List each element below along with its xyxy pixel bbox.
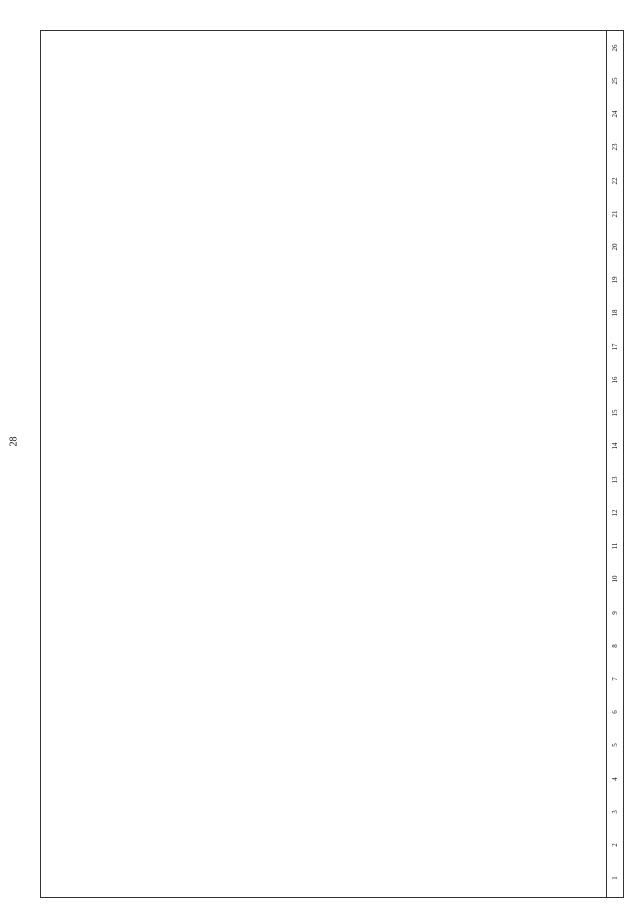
column-number: 22 [611, 177, 619, 185]
column-number: 1 [611, 876, 619, 881]
column-number: 19 [611, 276, 619, 284]
column-number: 25 [611, 77, 619, 85]
column-number: 23 [611, 143, 619, 151]
column-number: 3 [611, 810, 619, 814]
column-number: 12 [611, 509, 619, 517]
column-number: 8 [611, 644, 619, 648]
column-number: 26 [611, 44, 619, 52]
data-table [40, 30, 624, 898]
column-number: 4 [611, 776, 619, 781]
column-number: 13 [611, 476, 619, 484]
column-number: 21 [611, 210, 619, 218]
column-number: 15 [611, 409, 619, 417]
column-number: 7 [611, 677, 619, 681]
column-number: 5 [611, 743, 619, 748]
column-number: 14 [611, 442, 619, 450]
column-number: 17 [611, 343, 619, 351]
column-number: 20 [611, 243, 619, 251]
page-number: 28 [8, 436, 20, 447]
column-number: 18 [611, 309, 619, 317]
column-number: 2 [611, 843, 619, 847]
column-number-row [606, 31, 623, 897]
column-number: 16 [611, 376, 619, 384]
column-number: 11 [611, 542, 619, 550]
column-number: 6 [611, 710, 619, 714]
column-number: 9 [611, 610, 619, 615]
column-number: 10 [611, 575, 619, 583]
column-number: 24 [611, 110, 619, 118]
